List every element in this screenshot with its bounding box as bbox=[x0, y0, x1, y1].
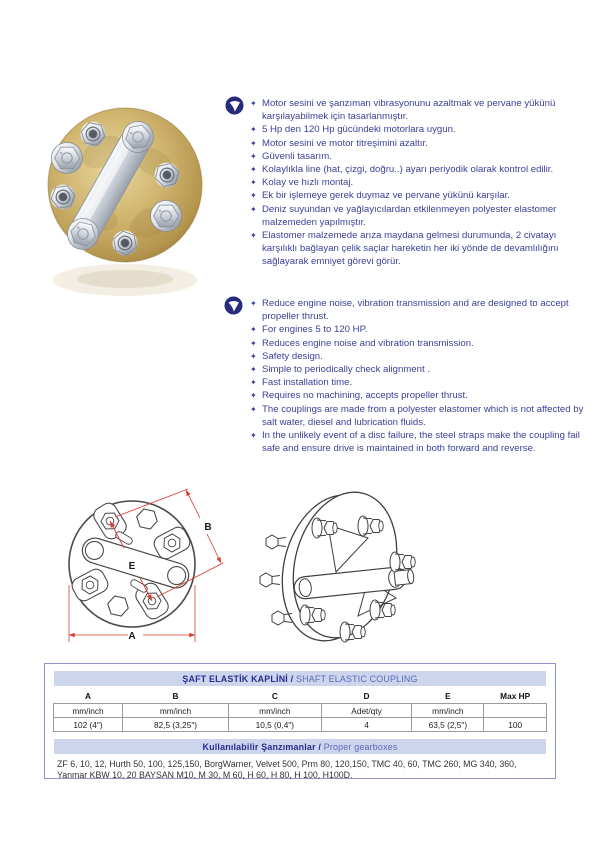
feature-item bbox=[250, 350, 586, 363]
dimension-table bbox=[53, 689, 547, 732]
feature-item bbox=[250, 389, 586, 402]
feature-text: Simple to periodically check alignment . bbox=[262, 364, 430, 376]
unit-cell bbox=[484, 704, 547, 718]
feature-item bbox=[250, 97, 586, 123]
value-cell: 63,5 (2,5") bbox=[412, 718, 484, 732]
bolt-right-lower bbox=[151, 201, 182, 232]
feature-item bbox=[250, 123, 586, 136]
diamond-bullet-icon: ✦ bbox=[250, 351, 257, 361]
feature-text: Reduces engine noise and vibration transmission. bbox=[262, 337, 474, 349]
unit-cell: mm/inch bbox=[229, 704, 322, 718]
diamond-bullet-icon: ✦ bbox=[250, 338, 257, 348]
feature-item bbox=[250, 297, 586, 323]
feature-text: Fast installation time. bbox=[262, 377, 353, 389]
diamond-bullet-icon: ✦ bbox=[250, 191, 257, 201]
product-photo bbox=[33, 82, 221, 304]
value-cell: 82,5 (3,25") bbox=[123, 718, 229, 732]
feature-text: Motor sesini ve motor titreşimini azaltır. bbox=[262, 137, 428, 149]
value-row bbox=[54, 718, 547, 732]
diamond-bullet-icon: ✦ bbox=[250, 125, 257, 135]
feature-text: Safety design. bbox=[262, 350, 323, 362]
feature-text: Deniz suyundan ve yağlayıcılardan etkilenmeyen polyester elastomer malzemeden yapılmıştır. bbox=[262, 203, 557, 228]
feature-text: In the unlikely event of a disc failure, the steel straps make the coupling fail safe and ensure drive is maintained in both forward and reverse. bbox=[262, 430, 580, 455]
bolt-left-upper bbox=[52, 143, 83, 174]
feature-text: Requires no machining, accepts propeller thrust. bbox=[262, 390, 468, 402]
spec-table-box bbox=[44, 663, 556, 779]
feature-list-turkish bbox=[250, 97, 586, 269]
feature-list-english bbox=[250, 297, 586, 455]
diamond-bullet-icon: ✦ bbox=[250, 165, 257, 175]
feature-item bbox=[250, 376, 586, 389]
coupling-photo-graphic bbox=[33, 82, 221, 304]
face-bolt bbox=[370, 600, 395, 620]
feature-item bbox=[250, 137, 586, 150]
feature-item bbox=[250, 189, 586, 202]
column-header: E bbox=[445, 691, 451, 701]
feature-text: Motor sesini ve şanzıman vibrasyonunu azaltmak ve pervane yükünü karşılayabilmek için tasarlanmıştır. bbox=[262, 98, 556, 123]
column-header-row bbox=[54, 689, 547, 704]
feature-text: For engines 5 to 120 HP. bbox=[262, 324, 368, 336]
feature-item bbox=[250, 229, 586, 269]
feature-text: Elastomer malzemede arıza maydana gelmesi durumunda, 2 civatayı karşılıklı bağlayan çelik saçlar hareketin her iki yönde de devamlılığını sağlayarak emniyet görevi görür. bbox=[262, 230, 559, 268]
diamond-bullet-icon: ✦ bbox=[250, 99, 257, 108]
feature-text: The couplings are made from a polyester elastomer which is not affected by salt water, diesel and lubrication fluids. bbox=[262, 403, 584, 428]
feature-item bbox=[250, 203, 586, 229]
diamond-bullet-icon: ✦ bbox=[250, 404, 257, 414]
diamond-bullet-icon: ✦ bbox=[250, 299, 257, 308]
gearbox-title-english: Proper gearboxes bbox=[323, 742, 398, 752]
protruding-bolt bbox=[266, 535, 286, 549]
protruding-bolt bbox=[260, 573, 280, 587]
column-header: C bbox=[271, 691, 278, 701]
column-header: B bbox=[172, 691, 179, 701]
unit-cell: Adet/qty bbox=[321, 704, 412, 718]
diamond-bullet-icon: ✦ bbox=[250, 365, 257, 375]
feature-item bbox=[250, 150, 586, 163]
gearbox-list: ZF 6, 10, 12, Hurth 50, 100, 125,150, BorgWarner, Velvet 500, Prm 80, 120,150, TMC 40, 60, TMC 260, MG 340, 360, Yanmar KBW 10, 20 BAYSAN M10, M 30, M 60, H 60, H 80, H 100, H100D. bbox=[57, 759, 517, 780]
feature-text: Ek bir işlemeye gerek duymaz ve pervane yükünü karşılar. bbox=[262, 190, 510, 202]
feature-text: 5 Hp den 120 Hp gücündeki motorlara uygun. bbox=[262, 124, 456, 136]
value-cell: 100 bbox=[484, 718, 547, 732]
feature-text: Güvenli tasarım. bbox=[262, 150, 332, 162]
gearbox-title-band bbox=[54, 739, 546, 754]
diamond-bullet-icon: ✦ bbox=[250, 138, 257, 148]
feature-text: Kolaylıkla line (hat, çizgi, doğru..) ayarı periyodik olarak kontrol edilir. bbox=[262, 164, 554, 176]
feature-text: Reduce engine noise, vibration transmission and are designed to accept propeller thrust. bbox=[262, 298, 569, 323]
diamond-bullet-icon: ✦ bbox=[250, 431, 257, 441]
front-view-drawing bbox=[40, 485, 238, 661]
feature-item bbox=[250, 337, 586, 350]
feature-item bbox=[250, 403, 586, 429]
unit-row bbox=[54, 704, 547, 718]
column-header: A bbox=[85, 691, 91, 701]
dim-label-a: A bbox=[128, 631, 136, 642]
dim-label-e: E bbox=[128, 561, 136, 572]
value-cell: 102 (4") bbox=[54, 718, 123, 732]
feature-item bbox=[250, 163, 586, 176]
brand-logo-icon bbox=[224, 296, 243, 315]
feature-item bbox=[250, 429, 586, 455]
unit-cell: mm/inch bbox=[123, 704, 229, 718]
column-header: D bbox=[363, 691, 370, 701]
column-header: Max HP bbox=[500, 691, 531, 701]
face-bolt bbox=[390, 552, 415, 572]
diamond-bullet-icon: ✦ bbox=[250, 151, 257, 161]
diamond-bullet-icon: ✦ bbox=[250, 378, 257, 388]
spec-title-band bbox=[54, 671, 546, 686]
dim-label-b: B bbox=[204, 522, 212, 533]
diamond-bullet-icon: ✦ bbox=[250, 178, 257, 188]
feature-item bbox=[250, 363, 586, 376]
feature-item bbox=[250, 176, 586, 189]
feature-text: Kolay ve hızlı montaj. bbox=[262, 177, 354, 189]
spec-title-english: SHAFT ELASTIC COUPLING bbox=[295, 674, 418, 684]
feature-item bbox=[250, 323, 586, 336]
isometric-view-drawing bbox=[250, 480, 438, 656]
diamond-bullet-icon: ✦ bbox=[250, 231, 257, 241]
gearbox-title-turkish: Kullanılabilir Şanzımanlar / bbox=[202, 742, 322, 752]
value-cell: 4 bbox=[321, 718, 412, 732]
unit-cell: mm/inch bbox=[412, 704, 484, 718]
unit-cell: mm/inch bbox=[54, 704, 123, 718]
diamond-bullet-icon: ✦ bbox=[250, 204, 257, 214]
diamond-bullet-icon: ✦ bbox=[250, 325, 257, 335]
spec-title-turkish: ŞAFT ELASTİK KAPLİNİ / bbox=[182, 674, 294, 684]
diamond-bullet-icon: ✦ bbox=[250, 391, 257, 401]
brand-logo-icon bbox=[225, 96, 244, 115]
value-cell: 10,5 (0,4") bbox=[229, 718, 322, 732]
